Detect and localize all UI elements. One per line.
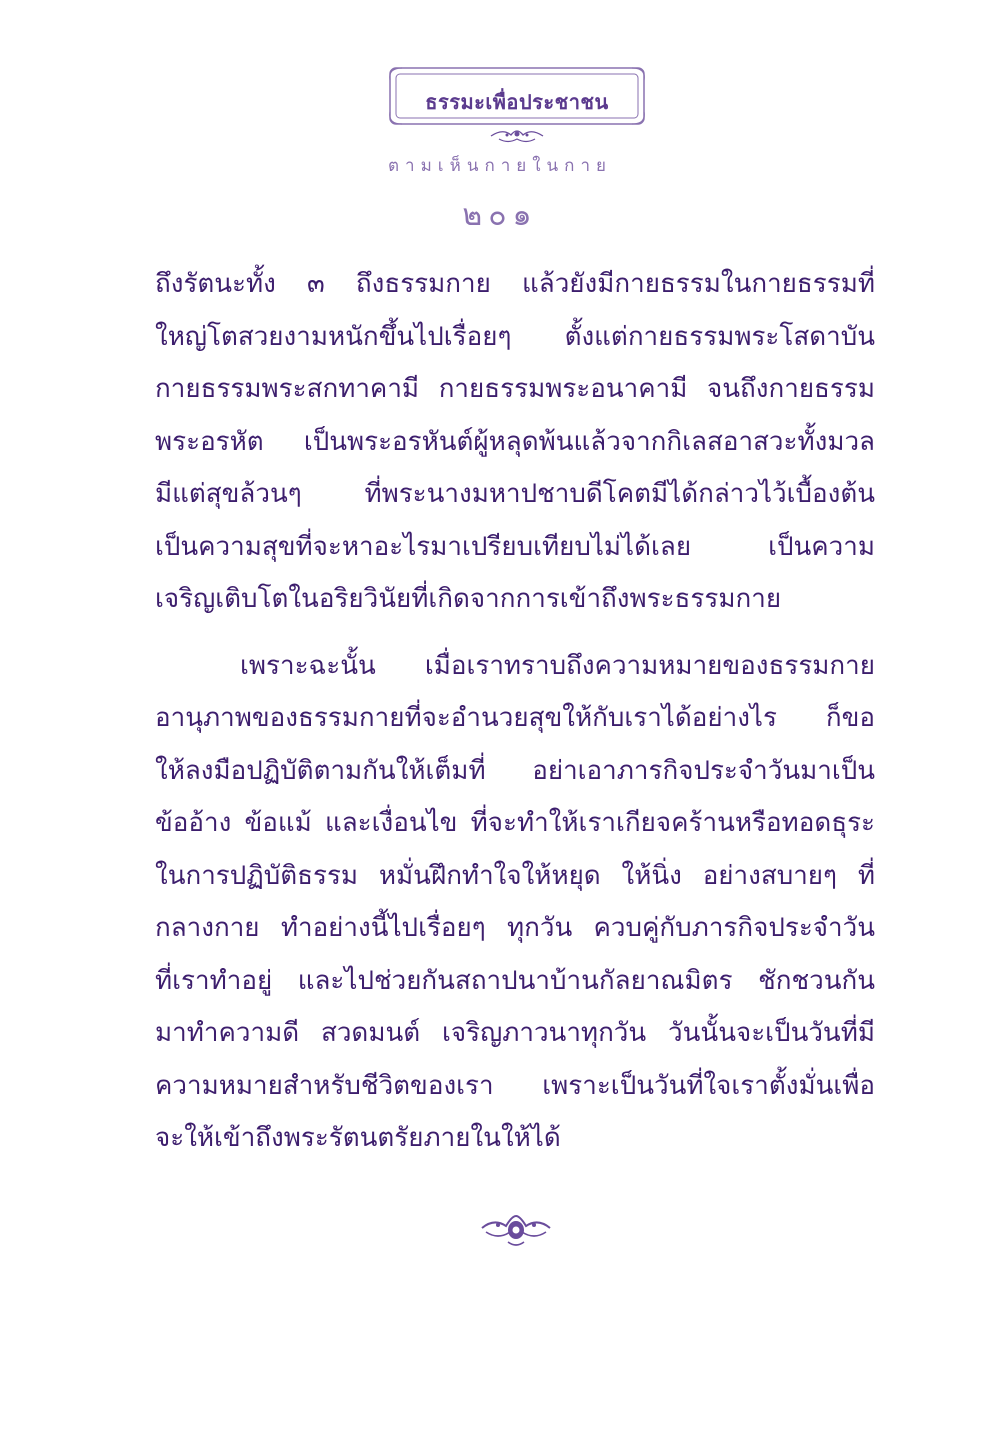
text-line: ในการปฏิบัติธรรม หมั่นฝึกทำใจให้หยุด ให้นิ่ง อย่างสบายๆ ที่ [155,860,875,891]
text-line: เจริญเติบโตในอริยวินัยที่เกิดจากการเข้าถึงพระธรรมกาย [155,584,782,614]
text-line: เพราะฉะนั้น เมื่อเราทราบถึงความหมายของธรรมกาย [240,650,875,681]
footer-ornament [478,1212,554,1248]
paragraph-gap [155,626,875,640]
body-text [155,258,875,1165]
text-line: ข้ออ้าง ข้อแม้ และเงื่อนไข ที่จะทำให้เราเกียจคร้านหรือทอดธุระ [155,808,875,838]
text-line: ถึงรัตนะทั้ง ๓ ถึงธรรมกาย แล้วยังมีกายธรรมในกายธรรมที่ [155,269,875,299]
text-line: เป็นความสุขที่จะหาอะไรมาเปรียบเทียบไม่ได้เลย เป็นความ [155,531,875,562]
paragraph-1 [155,258,875,626]
text-line: กลางกาย ทำอย่างนี้ไปเรื่อยๆ ทุกวัน ควบคู่กับภารกิจประจำวัน [155,913,875,943]
page-subtitle: ตามเห็นกายในกาย [388,156,612,176]
page-number: ๒๐๑ [462,198,538,233]
text-line: ใหญ่โตสวยงามหนักขึ้นไปเรื่อยๆ ตั้งแต่กายธรรมพระโสดาบัน [155,321,875,352]
text-line: ที่เราทำอยู่ และไปช่วยกันสถาปนาบ้านกัลยาณมิตร ชักชวนกัน [155,965,875,996]
text-line: ความหมายสำหรับชีวิตของเรา เพราะเป็นวันที่ใจเราตั้งมั่นเพื่อ [155,1070,875,1101]
text-line: มีแต่สุขล้วนๆ ที่พระนางมหาปชาบดีโคตมีได้กล่าวไว้เบื้องต้น [155,479,875,509]
text-line: ให้ลงมือปฏิบัติตามกันให้เต็มที่ อย่าเอาภารกิจประจำวันมาเป็น [155,755,875,786]
floral-ornament-icon [478,1212,554,1248]
text-line: จะให้เข้าถึงพระรัตนตรัยภายในให้ได้ [155,1123,561,1153]
header-logo [388,60,646,146]
text-line: มาทำความดี สวดมนต์ เจริญภาวนาทุกวัน วันนั้นจะเป็นวันที่มี [155,1018,875,1048]
text-line: กายธรรมพระสกทาคามี กายธรรมพระอนาคามี จนถึงกายธรรม [155,374,875,404]
floral-ornament-icon [491,131,543,142]
logo-title: ธรรมะเพื่อประชาชน [425,90,609,114]
text-line: พระอรหัต เป็นพระอรหันต์ผู้หลุดพ้นแล้วจากกิเลสอาสวะทั้งมวล [155,426,875,457]
text-line: อานุภาพของธรรมกายที่จะอำนวยสุขให้กับเราได้อย่างไร ก็ขอ [155,703,875,733]
paragraph-2 [155,640,875,1165]
